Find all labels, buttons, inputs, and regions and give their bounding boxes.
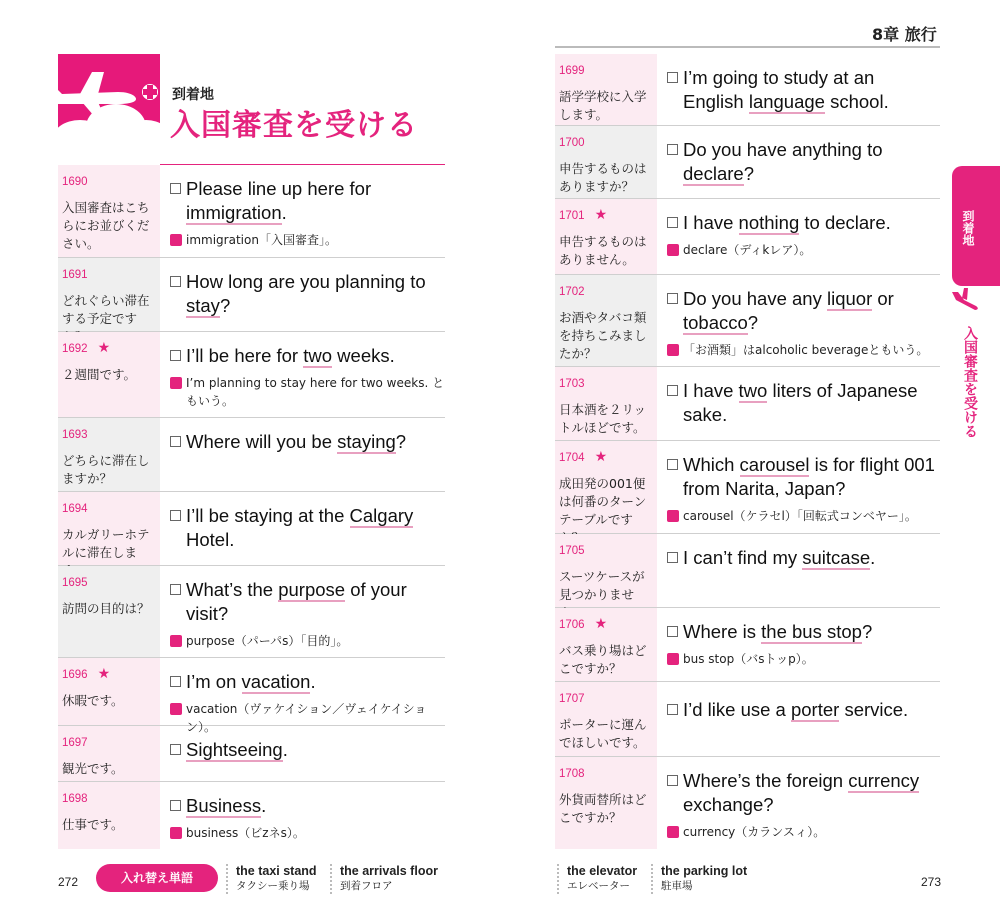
swap-words-label: 入れ替え単語 — [96, 864, 218, 892]
swap-word-item: the arrivals floor 到着フロア — [330, 864, 438, 894]
phrase-number: 1702 — [559, 286, 585, 298]
phrase-row — [555, 534, 940, 608]
phrase-number: 1692 ★ — [62, 339, 111, 355]
phrase-row — [555, 757, 940, 849]
speaker-icon — [667, 826, 679, 838]
phrase-number: 1696 ★ — [62, 665, 111, 681]
phrase-ja: スーツケースが見つかりませ — [559, 569, 645, 602]
phrase-number: 1706 ★ — [559, 615, 608, 631]
phrase-row — [58, 258, 445, 332]
phrase-ja: どちらに滞在しますか？ — [62, 453, 150, 486]
phrase-en: I’ll be here for two weeks. — [170, 344, 445, 368]
phrase-en: Where’s the foreign currency exchange? — [667, 769, 940, 817]
page-number-right: 273 — [921, 875, 942, 889]
phrase-ja: ポーターに運んでほしいです。 — [559, 717, 647, 750]
phrase-en: I can’t find my suitcase. — [667, 546, 940, 570]
phrase-ja: 申告するものはありません。 — [559, 234, 647, 267]
phrase-en: What’s the purpose of your visit? — [170, 578, 445, 626]
phrase-number: 1703 — [559, 378, 585, 390]
checkbox[interactable] — [170, 183, 181, 194]
checkbox[interactable] — [170, 800, 181, 811]
phrase-en: I’m going to study at an English language school. — [667, 66, 940, 114]
phrase-row — [58, 566, 445, 658]
phrase-number: 1707 — [559, 693, 585, 705]
phrase-note: currency（カランスィ）。 — [667, 823, 940, 841]
phrase-row — [58, 492, 445, 566]
chapter-rule — [555, 46, 940, 48]
phrase-ja: ２週間です。 — [62, 367, 137, 382]
checkbox[interactable] — [170, 436, 181, 447]
phrase-ja: 入国審査はこちらにお並びください。 — [62, 200, 150, 251]
side-airplane-icon — [950, 286, 980, 316]
section-title: 入国審査を受ける — [170, 108, 418, 143]
phrase-number: 1693 — [62, 429, 88, 441]
phrase-en: I have two liters of Japanese sake. — [667, 379, 940, 427]
swap-word-item: the taxi stand タクシー乗り場 — [226, 864, 317, 894]
phrase-row — [555, 275, 940, 367]
side-tab-section: 入国審査を受ける — [962, 326, 978, 438]
phrase-row — [555, 126, 940, 199]
checkbox[interactable] — [667, 72, 678, 83]
airplane-icon — [32, 68, 162, 118]
phrase-number: 1697 — [62, 737, 88, 749]
phrase-number: 1690 — [62, 176, 88, 188]
phrase-note: carousel（ケラセl）「回転式コンベヤー」。 — [667, 507, 940, 525]
phrase-number: 1699 — [559, 65, 585, 77]
swap-word-item: the elevator エレベーター — [557, 864, 637, 894]
checkbox[interactable] — [170, 584, 181, 595]
speaker-icon — [170, 703, 182, 715]
phrase-ja: 訪問の目的は？ — [62, 601, 150, 616]
checkbox[interactable] — [170, 744, 181, 755]
checkbox[interactable] — [667, 293, 678, 304]
page-number-left: 272 — [58, 875, 79, 889]
phrase-note: declare（ディkレア）。 — [667, 241, 940, 259]
phrase-en: Which carousel is for flight 001 from Narita, Japan? — [667, 453, 940, 501]
checkbox[interactable] — [667, 775, 678, 786]
phrase-row — [58, 658, 445, 734]
phrase-en: Do you have any liquor or tobacco? — [667, 287, 940, 335]
phrase-note: immigration「入国審査」。 — [170, 231, 445, 249]
phrase-ja: 申告するものはありますか？ — [559, 161, 647, 194]
swap-icon — [170, 377, 182, 389]
phrase-row — [555, 441, 940, 534]
phrase-note: business（ビzネs）。 — [170, 824, 445, 842]
swap-word-item: the parking lot 駐車場 — [651, 864, 747, 894]
phrase-ja: バス乗り場はどこですか？ — [559, 643, 647, 676]
phrase-number: 1695 — [62, 577, 88, 589]
phrase-en: Where is the bus stop? — [667, 620, 940, 644]
phrase-ja: 外貨両替所はどこですか？ — [559, 792, 647, 825]
speaker-icon — [667, 244, 679, 256]
phrase-en: Please line up here for immigration. — [170, 177, 445, 225]
phrase-number: 1701 ★ — [559, 206, 608, 222]
phrase-en: I have nothing to declare. — [667, 211, 940, 235]
phrase-en: Business. — [170, 794, 445, 818]
checkbox[interactable] — [667, 144, 678, 155]
phrase-note: bus stop（バsトッp）。 — [667, 650, 940, 668]
phrase-en: I’d like use a porter service. — [667, 698, 940, 722]
phrase-ja: カルガリーホテルに滞在しま — [62, 527, 150, 560]
checkbox[interactable] — [667, 459, 678, 470]
phrase-row — [58, 726, 445, 782]
checkbox[interactable] — [667, 704, 678, 715]
phrase-row — [58, 165, 445, 258]
phrase-row — [555, 608, 940, 682]
checkbox[interactable] — [170, 276, 181, 287]
phrase-number: 1704 ★ — [559, 448, 608, 464]
section-subtitle: 到着地 — [172, 87, 214, 103]
speaker-icon — [170, 635, 182, 647]
phrase-number: 1705 — [559, 545, 585, 557]
speaker-icon — [667, 510, 679, 522]
chapter-title: 8章 旅行 — [872, 25, 937, 44]
phrase-en: I’m on vacation. — [170, 670, 445, 694]
phrase-en: How long are you planning to stay? — [170, 270, 445, 318]
phrase-ja: 休暇です。 — [62, 693, 124, 708]
checkbox[interactable] — [170, 510, 181, 521]
phrase-ja: どれぐらい滞在する予定です — [62, 293, 150, 326]
checkbox[interactable] — [667, 385, 678, 396]
phrase-ja: 成田発の001便は何番のターンテーブルです — [559, 476, 647, 527]
phrase-number: 1708 — [559, 768, 585, 780]
house-icon — [170, 234, 182, 246]
phrase-en: Do you have anything to declare? — [667, 138, 940, 186]
checkbox[interactable] — [170, 676, 181, 687]
phrase-ja: 語学学校に入学します。 — [559, 89, 647, 122]
phrase-ja: お酒やタバコ類を持ちこみましたか？ — [559, 310, 647, 361]
phrase-row — [555, 682, 940, 757]
phrase-note: purpose（パーパs）「目的」。 — [170, 632, 445, 650]
speaker-icon — [170, 827, 182, 839]
phrase-row — [555, 199, 940, 275]
phrase-number: 1691 — [62, 269, 88, 281]
phrase-number: 1698 — [62, 793, 88, 805]
phrase-note: 「お酒類」はalcoholic beverageともいう。 — [667, 341, 940, 359]
side-tab-arrival[interactable] — [952, 166, 1000, 286]
phrase-en: Sightseeing. — [170, 738, 445, 762]
swap-icon — [667, 344, 679, 356]
phrase-ja: 日本酒を２リットルほどです。 — [559, 402, 647, 435]
phrase-ja-cell — [58, 165, 160, 257]
section-header — [160, 54, 445, 165]
phrase-ja: 観光です。 — [62, 761, 124, 776]
checkbox[interactable] — [667, 626, 678, 637]
phrase-note: vacation（ヴァケイション／ヴェイケイション）。 — [170, 700, 445, 736]
checkbox[interactable] — [170, 350, 181, 361]
phrase-note: I’m planning to stay here for two weeks. ともいう。 — [170, 374, 445, 410]
phrase-ja: 仕事です。 — [62, 817, 124, 832]
phrase-number: 1700 — [559, 137, 585, 149]
phrase-row — [58, 332, 445, 418]
checkbox[interactable] — [667, 217, 678, 228]
phrase-row — [555, 54, 940, 126]
checkbox[interactable] — [667, 552, 678, 563]
phrase-row — [555, 367, 940, 441]
phrase-row — [58, 782, 445, 849]
phrase-en: Where will you be staying? — [170, 430, 445, 454]
phrase-en: I’ll be staying at the Calgary Hotel. — [170, 504, 445, 552]
phrase-number: 1694 — [62, 503, 88, 515]
phrase-row — [58, 418, 445, 492]
speaker-icon — [667, 653, 679, 665]
side-tab-label: 到着地 — [961, 210, 975, 246]
